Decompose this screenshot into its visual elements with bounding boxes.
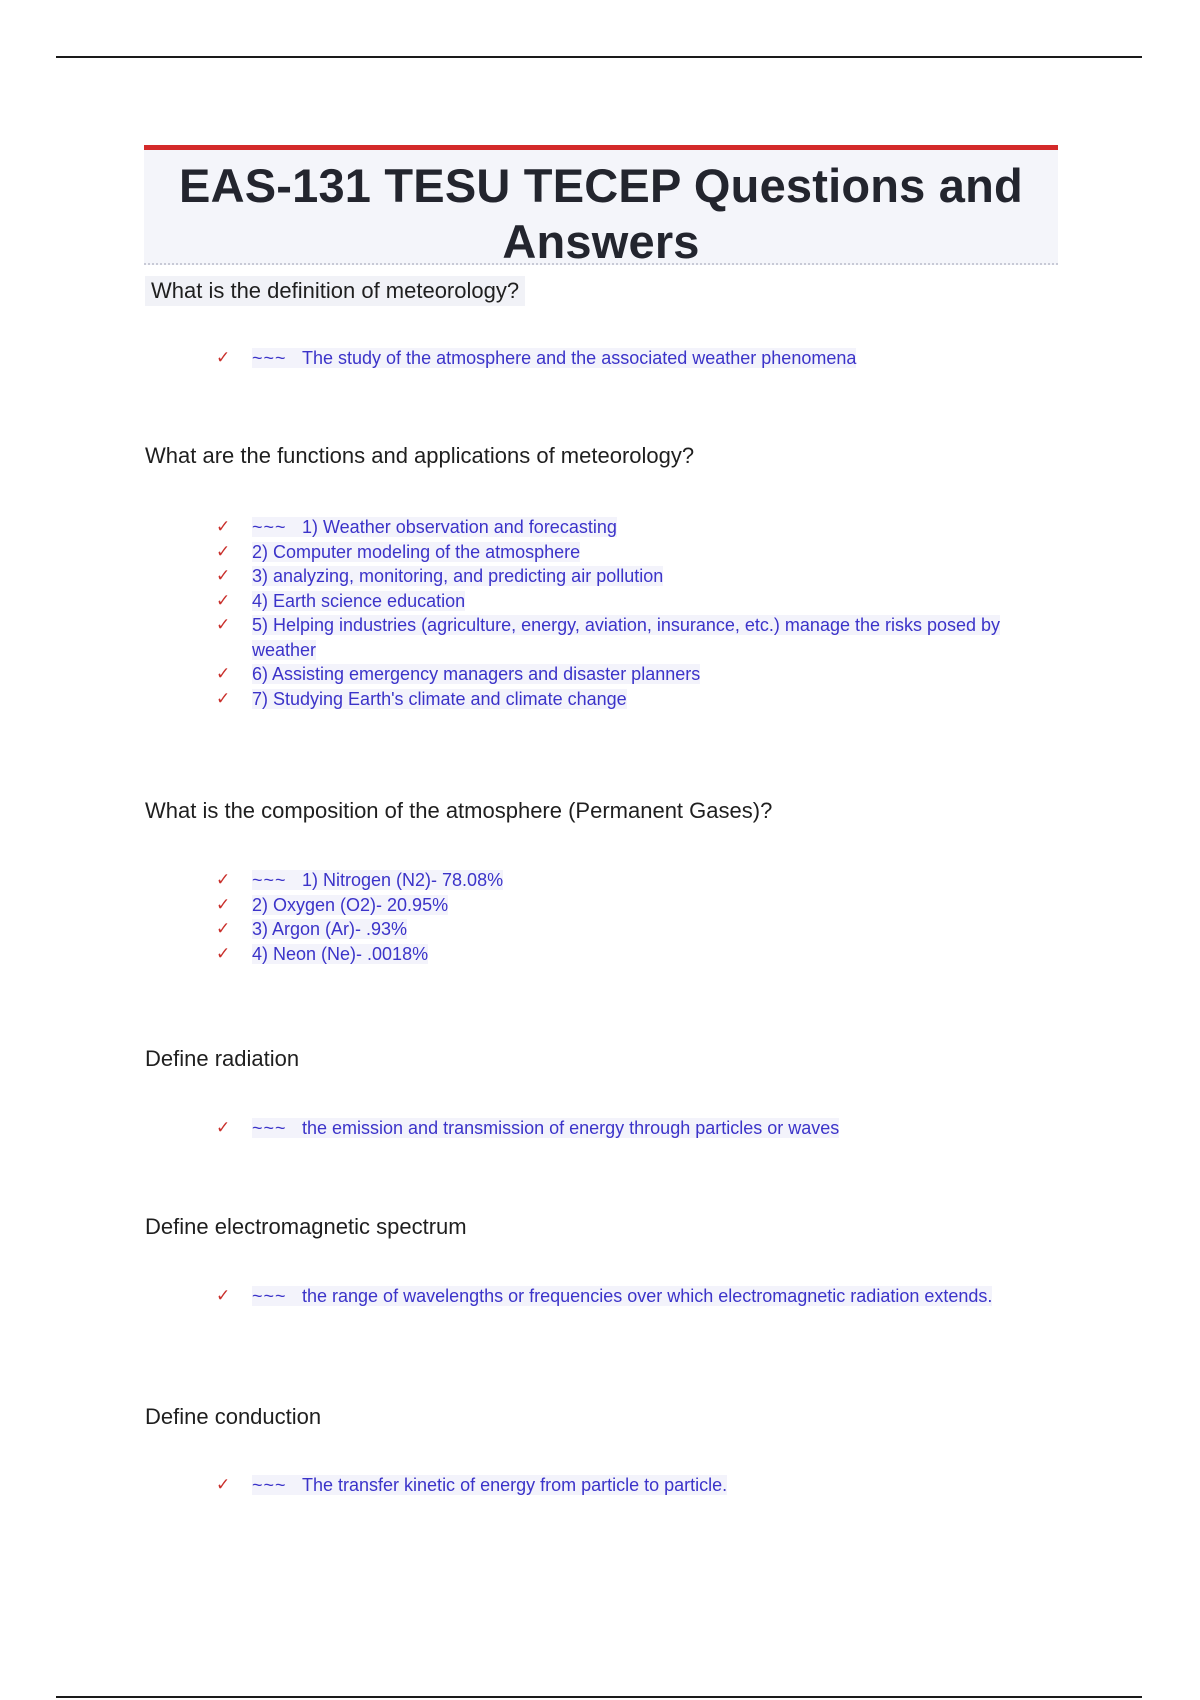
answer-item bbox=[212, 564, 1012, 589]
answer-text: 5) Helping industries (agriculture, energy, aviation, insurance, etc.) manage the risks posed by weather bbox=[252, 615, 1001, 660]
answer-item bbox=[212, 662, 1012, 687]
checkmark-icon: ✓ bbox=[216, 348, 231, 368]
answer-prefix: ~~~ bbox=[252, 517, 287, 537]
answer-text: 4) Earth science education bbox=[252, 590, 466, 611]
answer-item bbox=[212, 1284, 1012, 1309]
answer-item bbox=[212, 687, 1012, 712]
answer-item bbox=[212, 917, 1012, 942]
answer-text: the range of wavelengths or frequencies over which electromagnetic radiation extends. bbox=[302, 1286, 993, 1306]
answer-prefix: ~~~ bbox=[252, 1286, 287, 1306]
checkmark-icon: ✓ bbox=[216, 919, 231, 939]
answer-item bbox=[212, 613, 1012, 662]
answer-item bbox=[212, 868, 1012, 893]
checkmark-icon: ✓ bbox=[216, 1286, 231, 1306]
answer-text: 7) Studying Earth's climate and climate change bbox=[252, 688, 627, 709]
checkmark-icon: ✓ bbox=[216, 1118, 231, 1138]
answer-text: 3) Argon (Ar)- .93% bbox=[252, 919, 408, 939]
answer-prefix: ~~~ bbox=[252, 870, 287, 890]
checkmark-icon: ✓ bbox=[216, 664, 231, 684]
answer-item bbox=[212, 540, 1012, 565]
document-title: EAS-131 TESU TECEP Questions and Answers bbox=[179, 159, 1023, 268]
answer-prefix: ~~~ bbox=[252, 1118, 287, 1138]
answer-item bbox=[212, 346, 1012, 371]
question-heading: Define radiation bbox=[145, 1046, 300, 1071]
answer-list bbox=[212, 515, 1012, 711]
checkmark-icon: ✓ bbox=[216, 1475, 231, 1495]
answer-list bbox=[212, 346, 1012, 371]
checkmark-icon: ✓ bbox=[216, 615, 231, 635]
answer-text: 3) analyzing, monitoring, and predicting air pollution bbox=[252, 566, 664, 586]
answer-text: 2) Computer modeling of the atmosphere bbox=[252, 541, 581, 562]
answer-text: 6) Assisting emergency managers and disaster planners bbox=[252, 664, 701, 684]
answer-text: The study of the atmosphere and the associated weather phenomena bbox=[302, 348, 857, 368]
answer-list bbox=[212, 1284, 1012, 1309]
answer-text: 2) Oxygen (O2)- 20.95% bbox=[252, 894, 449, 915]
checkmark-icon: ✓ bbox=[216, 688, 231, 709]
checkmark-icon: ✓ bbox=[216, 517, 231, 537]
answer-item bbox=[212, 515, 1012, 540]
answer-item bbox=[212, 942, 1012, 967]
answer-list bbox=[212, 1473, 1012, 1498]
answer-text: The transfer kinetic of energy from particle to particle. bbox=[302, 1475, 728, 1495]
answer-prefix: ~~~ bbox=[252, 1475, 287, 1495]
answer-item bbox=[212, 893, 1012, 918]
answer-list bbox=[212, 1116, 1012, 1141]
question-heading: Define electromagnetic spectrum bbox=[145, 1214, 467, 1239]
answer-item bbox=[212, 1473, 1012, 1498]
bottom-rule bbox=[56, 1696, 1142, 1698]
checkmark-icon: ✓ bbox=[216, 566, 231, 586]
answer-text: 1) Weather observation and forecasting bbox=[302, 517, 617, 537]
answer-item bbox=[212, 1116, 1012, 1141]
answer-text: 1) Nitrogen (N2)- 78.08% bbox=[302, 870, 504, 890]
answer-text: 4) Neon (Ne)- .0018% bbox=[252, 943, 429, 964]
question-heading: What are the functions and applications of meteorology? bbox=[145, 443, 695, 468]
title-banner bbox=[144, 145, 1058, 268]
checkmark-icon: ✓ bbox=[216, 590, 231, 611]
question-heading: Define conduction bbox=[145, 1404, 322, 1429]
checkmark-icon: ✓ bbox=[216, 894, 231, 915]
answer-prefix: ~~~ bbox=[252, 348, 287, 368]
answer-item bbox=[212, 589, 1012, 614]
checkmark-icon: ✓ bbox=[216, 943, 231, 964]
question-heading: What is the definition of meteorology? bbox=[145, 276, 525, 306]
answer-text: the emission and transmission of energy through particles or waves bbox=[302, 1118, 840, 1138]
checkmark-icon: ✓ bbox=[216, 541, 231, 562]
answer-list bbox=[212, 868, 1012, 966]
question-heading: What is the composition of the atmosphere (Permanent Gases)? bbox=[145, 798, 773, 823]
checkmark-icon: ✓ bbox=[216, 870, 231, 890]
top-rule bbox=[56, 56, 1142, 58]
